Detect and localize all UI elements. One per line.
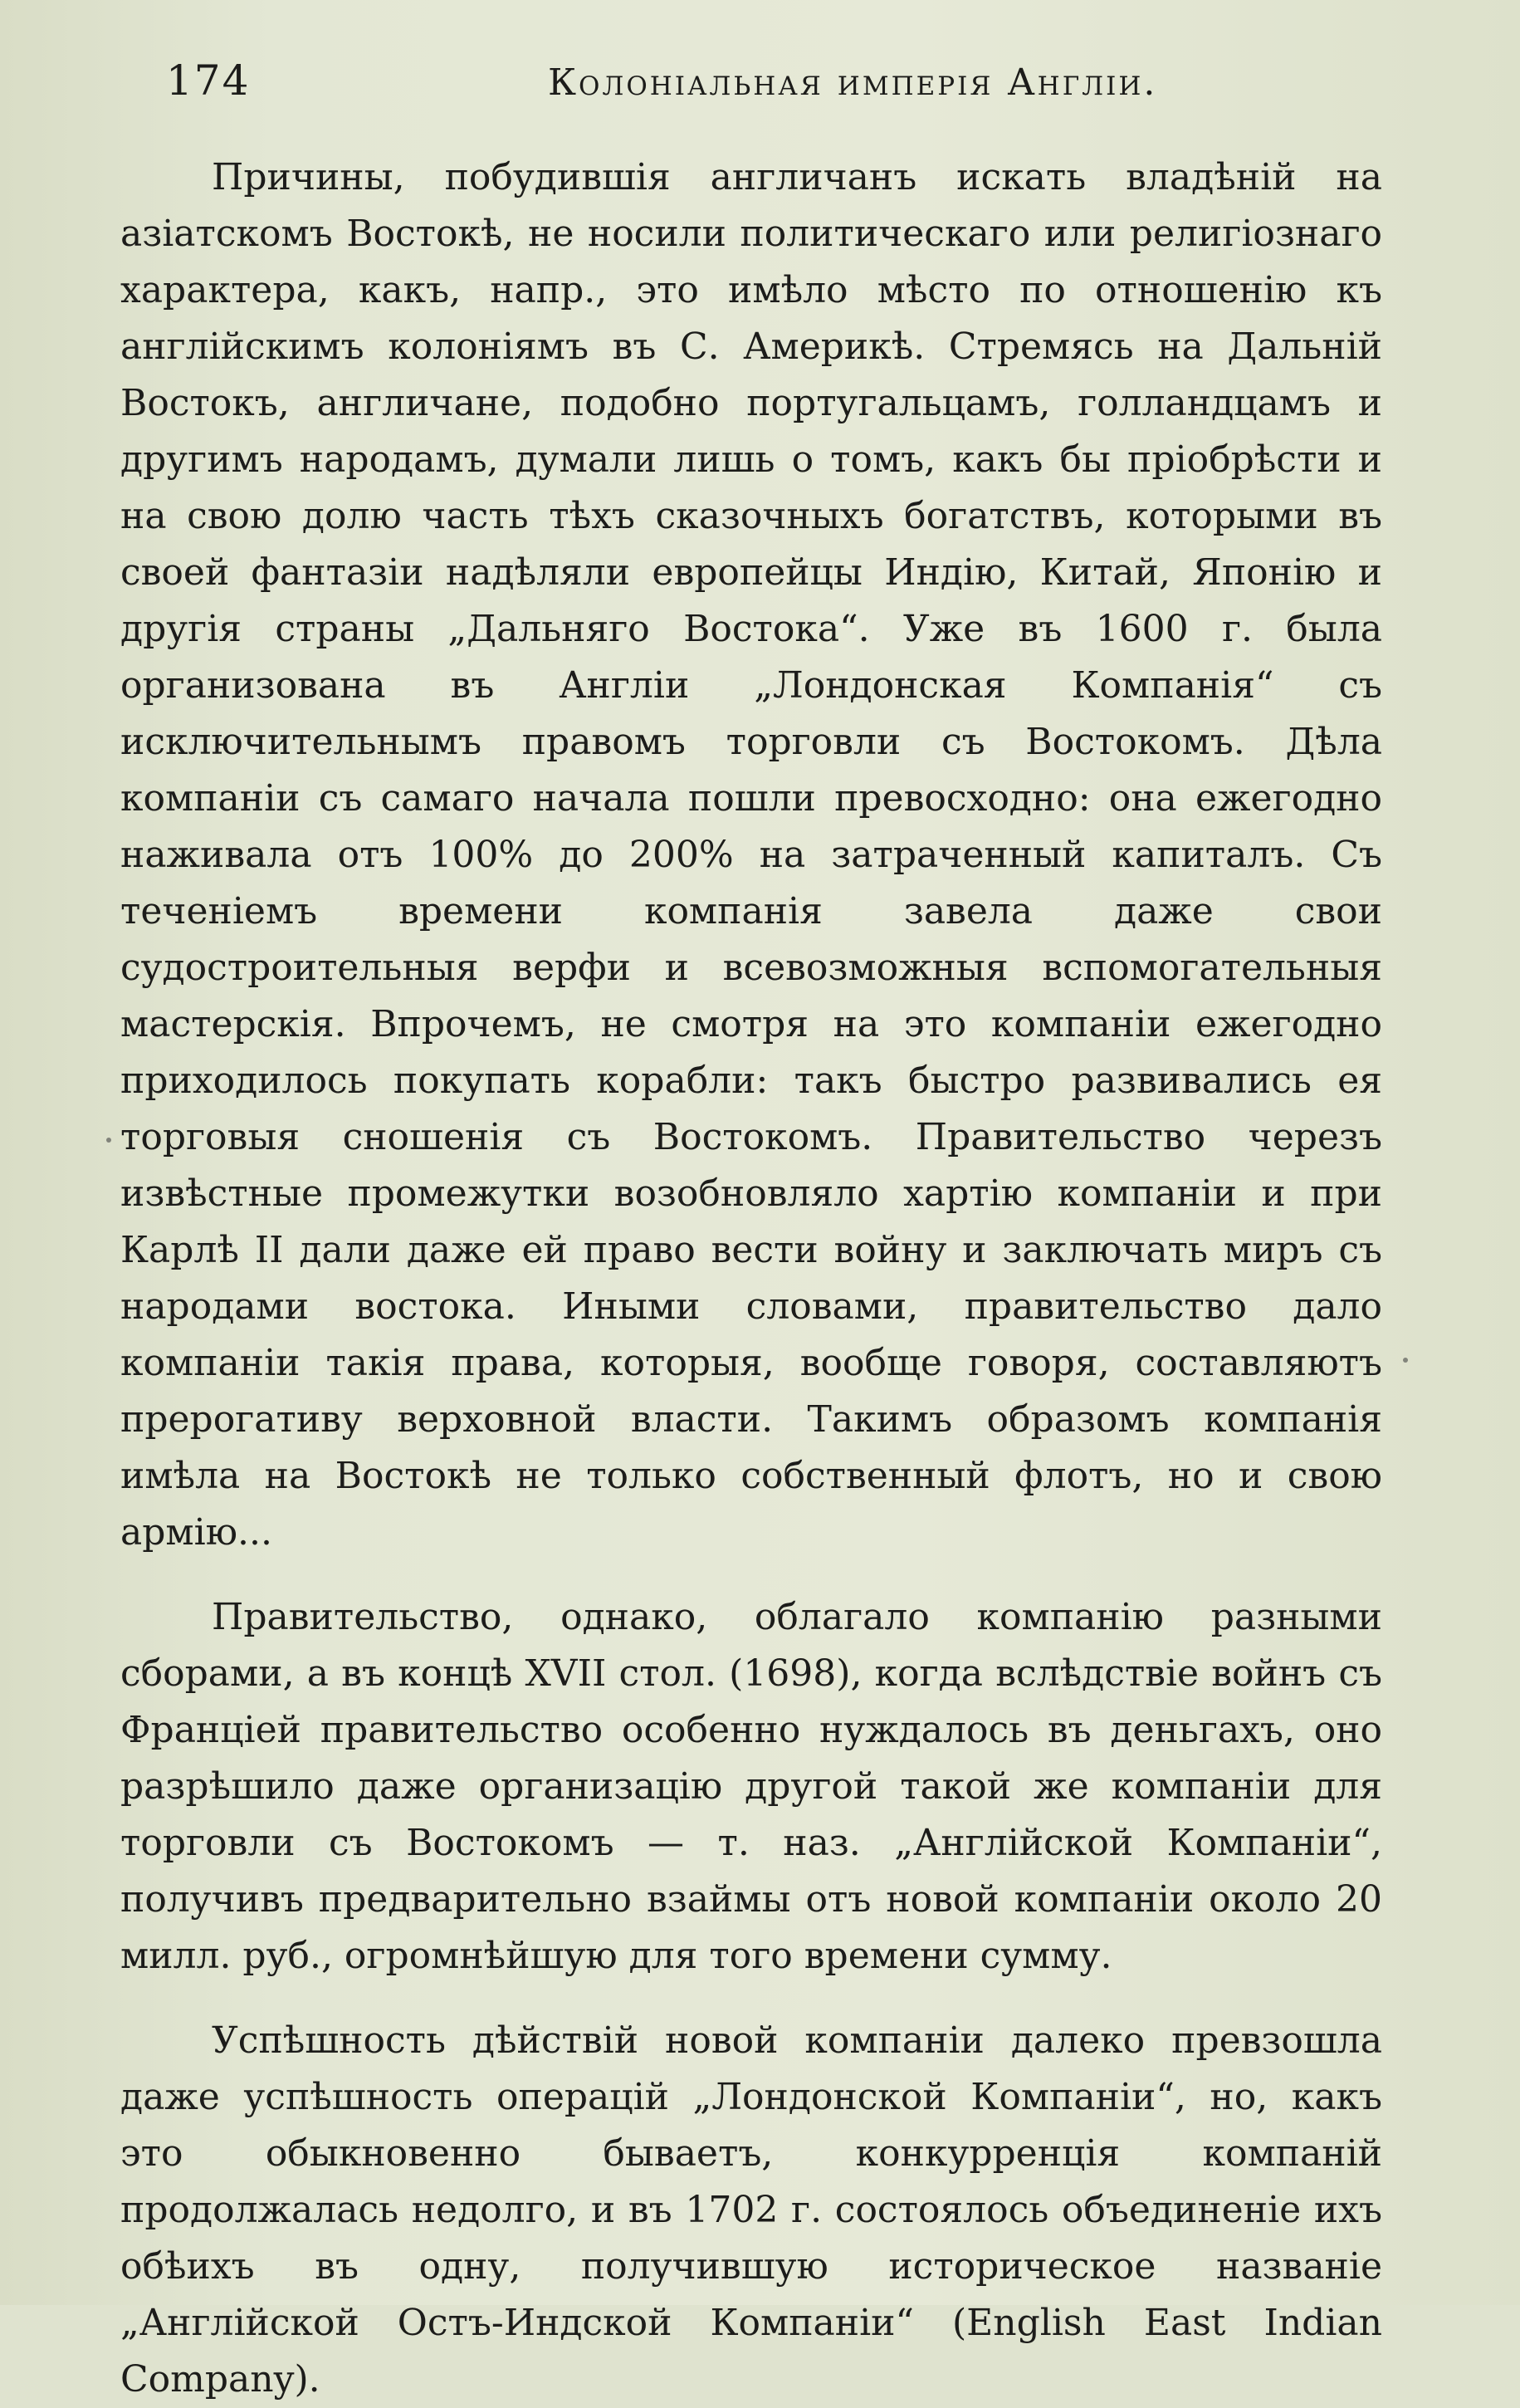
paragraph-2: Правительство, однако, облагало компанію разными сборами, а въ концѣ XVII стол. (1698), когда вслѣдствіе войнъ съ Франціей правительство особенно нуждалось въ деньгахъ, оно разрѣшило даже организацію другой такой же компаніи для торговли съ Востокомъ — т. наз. „Англійской Компаніи“, получивъ предварительно взаймы отъ новой компаніи около 20 милл. руб., огромнѣйшую для того времени сумму. [120, 1596, 1382, 1977]
body-text [120, 149, 1382, 2408]
print-speck [106, 1138, 111, 1143]
page-header [166, 50, 1395, 125]
paragraph-1: Причины, побудившія англичанъ искать владѣній на азіатскомъ Востокѣ, не носили политическаго или религіознаго характера, какъ, напр., это имѣло мѣсто по отношенію къ англійскимъ колоніямъ въ С. Америкѣ. Стремясь на Дальній Востокъ, англичане, подобно португальцамъ, голландцамъ и другимъ народамъ, думали лишь о томъ, какъ бы пріобрѣсти и на свою долю часть тѣхъ сказочныхъ богатствъ, которыми въ своей фантазіи надѣляли европейцы Индію, Китай, Японію и другія страны „Дальняго Востока“. Уже въ 1600 г. была организована въ Англіи „Лондонская Компанія“ съ исключительнымъ правомъ торговли съ Востокомъ. Дѣла компаніи съ самаго начала пошли превосходно: она ежегодно наживала отъ 100% до 200% на затраченный капиталъ. Съ теченіемъ времени компанія завела даже свои судостроительныя верфи и всевозможныя вспомогательныя мастерскія. Впрочемъ, не смотря на это компаніи ежегодно приходилось покупать корабли: такъ быстро развивались ея торговыя сношенія съ Востокомъ. Правительство черезъ извѣстные промежутки возобновляло хартію компаніи и при Карлѣ II дали даже ей право вести войну и заключать миръ съ народами востока. Иными словами, правительство дало компаніи такія права, которыя, вообще говоря, составляютъ прерогативу верховной власти. Такимъ образомъ компанія имѣла на Востокѣ не только собственный флотъ, но и свою армію... [120, 156, 1382, 1554]
paragraph-3: Успѣшность дѣйствій новой компаніи далеко превзошла даже успѣшность операцій „Лондонской Компаніи“, но, какъ это обыкновенно бываетъ, конкурренція компаній продолжалась недолго, и въ 1702 г. состоялось объединеніе ихъ обѣихъ въ одну, получившую историческое названіе „Англійской Остъ-Индской Компаніи“ (English East Indian Company). [120, 2019, 1382, 2401]
running-title: Колоніальная имперія Англіи. [548, 61, 1158, 104]
print-speck [1403, 1358, 1408, 1363]
page-number: 174 [166, 56, 251, 105]
